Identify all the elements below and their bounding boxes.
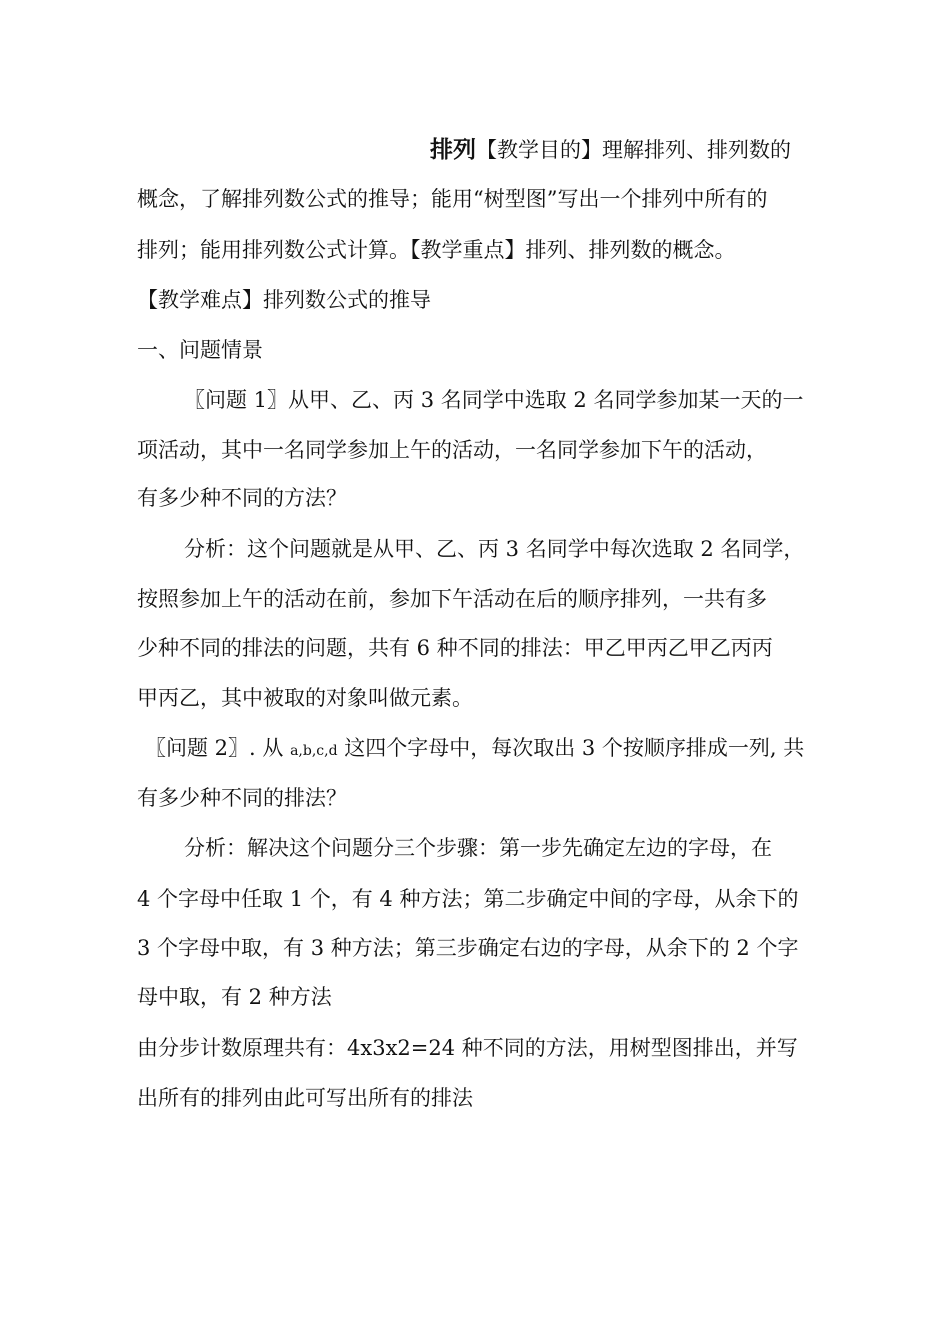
analysis2-line-2: 4 个字母中任取 1 个，有 4 种方法；第二步确定中间的字母，从余下的 (137, 887, 799, 911)
analysis2-line-3: 3 个字母中取，有 3 种方法；第三步确定右边的字母，从余下的 2 个字 (137, 936, 799, 960)
analysis1-line-2: 按照参加上午的活动在前，参加下午活动在后的顺序排列，一共有多 (137, 587, 767, 611)
analysis2-line-1: 分析：解决这个问题分三个步骤：第一步先确定左边的字母，在 (184, 836, 772, 860)
doc-title: 排列 (430, 137, 476, 163)
title-line (430, 135, 791, 165)
problem2-prefix: 〖问题 2〗. 从 (145, 736, 291, 760)
intro-line-2: 概念，了解排列数公式的推导；能用“树型图”写出一个排列中所有的 (137, 187, 768, 211)
section-heading: 一、问题情景 (137, 338, 263, 362)
problem1-line-3: 有多少种不同的方法？ (137, 486, 347, 510)
problem2-line-2: 有多少种不同的排法？ (137, 786, 347, 810)
analysis2-line-4: 母中取，有 2 种方法 (137, 985, 332, 1009)
conclusion-line-1: 由分步计数原理共有：4x3x2=24 种不同的方法，用树型图排出，并写 (137, 1036, 798, 1060)
intro-line-4: 【教学难点】排列数公式的推导 (137, 288, 431, 312)
problem2-suffix: 这四个字母中，每次取出 3 个按顺序排成一列, 共 (337, 736, 805, 760)
problem1-line-1: 〖问题 1〗从甲、乙、丙 3 名同学中选取 2 名同学参加某一天的一 (184, 388, 804, 412)
intro-line-1: 【教学目的】理解排列、排列数的 (476, 138, 791, 162)
analysis1-line-1: 分析：这个问题就是从甲、乙、丙 3 名同学中每次选取 2 名同学， (184, 537, 805, 561)
problem2-line-1 (145, 733, 804, 766)
problem2-letters: a,b,c,d (290, 743, 338, 759)
intro-line-3: 排列；能用排列数公式计算。【教学重点】排列、排列数的概念。 (137, 238, 736, 262)
analysis1-line-4: 甲丙乙，其中被取的对象叫做元素。 (137, 686, 473, 710)
analysis1-line-3: 少种不同的排法的问题，共有 6 种不同的排法：甲乙甲丙乙甲乙丙丙 (137, 636, 773, 660)
problem1-line-2: 项活动，其中一名同学参加上午的活动，一名同学参加下午的活动， (137, 438, 767, 462)
conclusion-line-2: 出所有的排列由此可写出所有的排法 (137, 1086, 473, 1110)
